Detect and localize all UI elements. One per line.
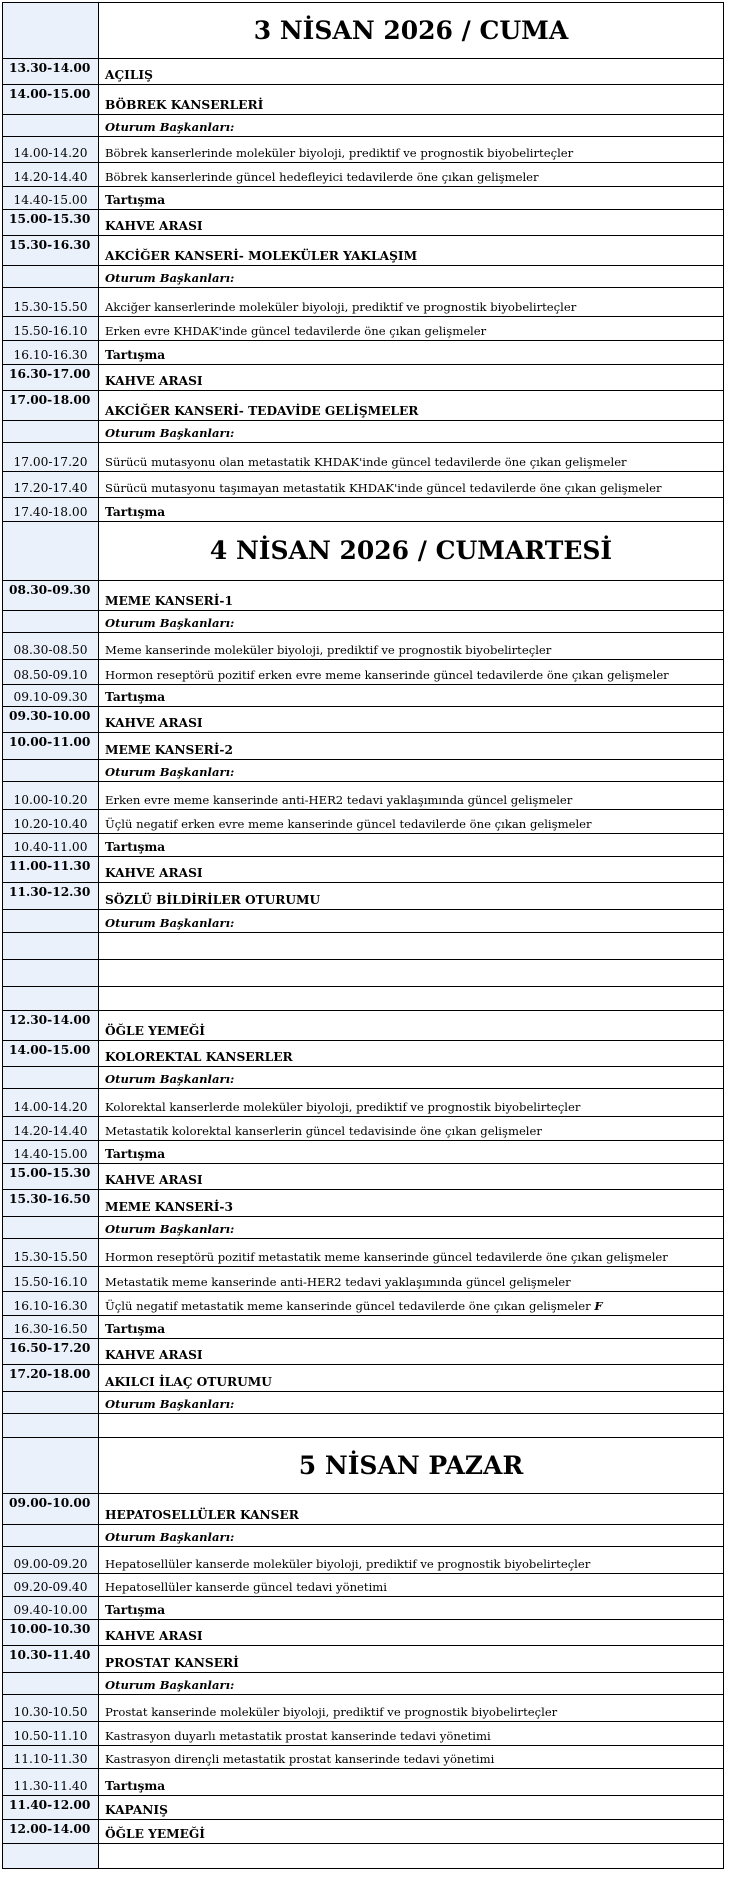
session-text: Oturum Başkanları: bbox=[105, 765, 235, 780]
time-cell: 14.20-14.40 bbox=[3, 1117, 99, 1141]
session-cell bbox=[99, 1820, 724, 1844]
session-heading-row bbox=[3, 1190, 724, 1217]
discussion-row bbox=[3, 187, 724, 210]
time-cell: 15.30-15.50 bbox=[3, 288, 99, 317]
talk-row bbox=[3, 782, 724, 810]
session-text: Hormon reseptörü pozitif erken evre meme kanserinde güncel tedavilerde öne çıkan gelişmeler bbox=[105, 668, 669, 683]
chairs-row bbox=[3, 1392, 724, 1414]
time-cell: 16.10-16.30 bbox=[3, 341, 99, 365]
session-cell bbox=[99, 1695, 724, 1722]
session-text: Oturum Başkanları: bbox=[105, 271, 235, 286]
discussion-row bbox=[3, 1769, 724, 1796]
session-text: Hepatosellüler kanserde güncel tedavi yönetimi bbox=[105, 1580, 387, 1595]
session-cell bbox=[99, 760, 724, 782]
session-cell bbox=[99, 685, 724, 707]
session-cell bbox=[99, 210, 724, 236]
talk-row bbox=[3, 1547, 724, 1574]
talk-row bbox=[3, 443, 724, 472]
time-cell bbox=[3, 960, 99, 987]
session-text: BÖBREK KANSERLERİ bbox=[105, 97, 264, 112]
session-heading-row bbox=[3, 581, 724, 611]
session-text: SÖZLÜ BİLDİRİLER OTURUMU bbox=[105, 892, 321, 907]
talk-row bbox=[3, 317, 724, 341]
time-cell: 14.40-15.00 bbox=[3, 1141, 99, 1164]
session-cell bbox=[99, 1525, 724, 1547]
talk-row bbox=[3, 163, 724, 187]
talk-row bbox=[3, 1695, 724, 1722]
session-cell bbox=[99, 1547, 724, 1574]
talk-row bbox=[3, 1292, 724, 1316]
chairs-row bbox=[3, 1217, 724, 1239]
session-heading-row bbox=[3, 1646, 724, 1673]
chairs-row bbox=[3, 421, 724, 443]
session-cell bbox=[99, 707, 724, 733]
session-cell bbox=[99, 1494, 724, 1525]
session-cell bbox=[99, 115, 724, 137]
time-cell: 14.40-15.00 bbox=[3, 187, 99, 210]
session-text: Üçlü negatif metastatik meme kanserinde güncel tedavilerde öne çıkan gelişmeler bbox=[105, 1299, 591, 1314]
session-cell bbox=[99, 1239, 724, 1267]
session-cell bbox=[99, 391, 724, 421]
session-text: AKILCI İLAÇ OTURUMU bbox=[105, 1374, 272, 1389]
session-cell bbox=[99, 1316, 724, 1339]
time-cell: 16.30-16.50 bbox=[3, 1316, 99, 1339]
session-cell bbox=[99, 1746, 724, 1769]
time-cell bbox=[3, 1673, 99, 1695]
session-text: Oturum Başkanları: bbox=[105, 426, 235, 441]
chairs-row bbox=[3, 115, 724, 137]
session-text: Sürücü mutasyonu taşımayan metastatik KHDAK'inde güncel tedavilerde öne çıkan gelişmeler bbox=[105, 481, 662, 496]
talk-row bbox=[3, 810, 724, 834]
schedule-body bbox=[3, 3, 724, 1869]
session-text: KAHVE ARASI bbox=[105, 218, 203, 233]
session-cell bbox=[99, 1117, 724, 1141]
time-cell: 14.00-15.00 bbox=[3, 1041, 99, 1067]
session-cell bbox=[99, 1414, 724, 1438]
session-text: Tartışma bbox=[105, 1778, 166, 1793]
time-cell: 17.40-18.00 bbox=[3, 498, 99, 522]
session-text: KAHVE ARASI bbox=[105, 373, 203, 388]
talk-row bbox=[3, 137, 724, 163]
time-cell: 08.30-08.50 bbox=[3, 633, 99, 660]
session-text: Kastrasyon dirençli metastatik prostat kanserinde tedavi yönetimi bbox=[105, 1752, 495, 1767]
time-cell: 16.10-16.30 bbox=[3, 1292, 99, 1316]
session-cell bbox=[99, 1722, 724, 1746]
time-cell: 15.30-16.50 bbox=[3, 1190, 99, 1217]
session-text: Metastatik kolorektal kanserlerin güncel tedavisinde öne çıkan gelişmeler bbox=[105, 1124, 542, 1139]
time-cell: 16.30-17.00 bbox=[3, 365, 99, 391]
session-cell bbox=[99, 733, 724, 760]
session-text: MEME KANSERİ-2 bbox=[105, 742, 233, 757]
session-cell bbox=[99, 883, 724, 910]
session-cell bbox=[99, 633, 724, 660]
session-text: Oturum Başkanları: bbox=[105, 120, 235, 135]
time-cell: 14.00-14.20 bbox=[3, 137, 99, 163]
session-text: KOLOREKTAL KANSERLER bbox=[105, 1049, 293, 1064]
session-cell bbox=[99, 1339, 724, 1365]
discussion-row bbox=[3, 1597, 724, 1620]
time-cell: 09.00-10.00 bbox=[3, 1494, 99, 1525]
session-text: Oturum Başkanları: bbox=[105, 1072, 235, 1087]
time-cell: 11.30-11.40 bbox=[3, 1769, 99, 1796]
session-heading-row bbox=[3, 733, 724, 760]
time-cell: 09.40-10.00 bbox=[3, 1597, 99, 1620]
session-heading-row bbox=[3, 365, 724, 391]
time-cell bbox=[3, 522, 99, 581]
session-cell bbox=[99, 317, 724, 341]
session-text: Oturum Başkanları: bbox=[105, 1397, 235, 1412]
time-cell: 10.30-10.50 bbox=[3, 1695, 99, 1722]
session-cell bbox=[99, 1089, 724, 1117]
time-cell: 14.00-15.00 bbox=[3, 85, 99, 115]
talk-row bbox=[3, 1574, 724, 1597]
session-heading-row bbox=[3, 210, 724, 236]
session-cell bbox=[99, 137, 724, 163]
time-cell: 15.00-15.30 bbox=[3, 1164, 99, 1190]
time-cell bbox=[3, 421, 99, 443]
discussion-row bbox=[3, 498, 724, 522]
time-cell bbox=[3, 1067, 99, 1089]
session-text: Oturum Başkanları: bbox=[105, 1222, 235, 1237]
session-cell bbox=[99, 1844, 724, 1869]
session-cell bbox=[99, 472, 724, 498]
time-cell: 16.50-17.20 bbox=[3, 1339, 99, 1365]
session-text: AKCİĞER KANSERİ- MOLEKÜLER YAKLAŞIM bbox=[105, 248, 418, 263]
session-cell bbox=[99, 810, 724, 834]
session-heading-row bbox=[3, 1796, 724, 1820]
session-cell bbox=[99, 1769, 724, 1796]
time-cell bbox=[3, 760, 99, 782]
time-cell: 10.00-10.30 bbox=[3, 1620, 99, 1646]
session-text: AKCİĞER KANSERİ- TEDAVİDE GELİŞMELER bbox=[105, 403, 419, 418]
time-cell bbox=[3, 1844, 99, 1869]
time-cell: 10.30-11.40 bbox=[3, 1646, 99, 1673]
session-text: Oturum Başkanları: bbox=[105, 1678, 235, 1693]
session-text: Erken evre KHDAK'inde güncel tedavilerde öne çıkan gelişmeler bbox=[105, 324, 487, 339]
session-text: Tartışma bbox=[105, 192, 166, 207]
discussion-row bbox=[3, 1316, 724, 1339]
session-text: Hormon reseptörü pozitif metastatik meme kanserinde güncel tedavilerde öne çıkan gelişmeler bbox=[105, 1250, 668, 1265]
talk-row bbox=[3, 1746, 724, 1769]
day-title-text: 5 NİSAN PAZAR bbox=[298, 1450, 524, 1480]
discussion-row bbox=[3, 685, 724, 707]
session-heading-row bbox=[3, 1494, 724, 1525]
day-header-row bbox=[3, 3, 724, 59]
session-cell bbox=[99, 266, 724, 288]
time-cell: 10.50-11.10 bbox=[3, 1722, 99, 1746]
day-title bbox=[99, 3, 724, 59]
empty-row bbox=[3, 1844, 724, 1869]
time-cell bbox=[3, 1414, 99, 1438]
session-text: Tartışma bbox=[105, 347, 166, 362]
talk-row bbox=[3, 288, 724, 317]
session-heading-row bbox=[3, 1339, 724, 1365]
session-cell bbox=[99, 581, 724, 611]
session-heading-row bbox=[3, 1011, 724, 1041]
time-cell bbox=[3, 115, 99, 137]
talk-row bbox=[3, 660, 724, 685]
session-text: Böbrek kanserlerinde moleküler biyoloji, prediktif ve prognostik biyobelirteçler bbox=[105, 146, 574, 161]
time-cell: 17.20-18.00 bbox=[3, 1365, 99, 1392]
time-cell: 09.20-09.40 bbox=[3, 1574, 99, 1597]
session-heading-row bbox=[3, 236, 724, 266]
session-cell bbox=[99, 1574, 724, 1597]
session-heading-row bbox=[3, 1164, 724, 1190]
session-heading-row bbox=[3, 857, 724, 883]
time-cell: 15.50-16.10 bbox=[3, 1267, 99, 1292]
chairs-row bbox=[3, 611, 724, 633]
session-cell bbox=[99, 1673, 724, 1695]
session-text: Kolorektal kanserlerde moleküler biyoloji, prediktif ve prognostik biyobelirteçler bbox=[105, 1100, 581, 1115]
session-text: KAHVE ARASI bbox=[105, 715, 203, 730]
time-cell: 17.00-17.20 bbox=[3, 443, 99, 472]
session-text: Böbrek kanserlerinde güncel hedefleyici tedavilerde öne çıkan gelişmeler bbox=[105, 170, 539, 185]
session-text: ÖĞLE YEMEĞİ bbox=[105, 1023, 206, 1038]
chairs-row bbox=[3, 1525, 724, 1547]
session-text: MEME KANSERİ-3 bbox=[105, 1199, 233, 1214]
session-cell bbox=[99, 834, 724, 857]
talk-row bbox=[3, 472, 724, 498]
time-cell: 15.30-15.50 bbox=[3, 1239, 99, 1267]
session-cell bbox=[99, 421, 724, 443]
talk-row bbox=[3, 1722, 724, 1746]
session-cell bbox=[99, 857, 724, 883]
time-cell: 08.30-09.30 bbox=[3, 581, 99, 611]
chairs-row bbox=[3, 1067, 724, 1089]
time-cell bbox=[3, 933, 99, 960]
session-cell bbox=[99, 910, 724, 933]
time-cell bbox=[3, 3, 99, 59]
session-cell bbox=[99, 1646, 724, 1673]
session-cell bbox=[99, 1292, 724, 1316]
time-cell bbox=[3, 1392, 99, 1414]
time-cell bbox=[3, 266, 99, 288]
session-cell bbox=[99, 187, 724, 210]
session-cell bbox=[99, 1217, 724, 1239]
talk-row bbox=[3, 1089, 724, 1117]
discussion-row bbox=[3, 1141, 724, 1164]
session-cell bbox=[99, 782, 724, 810]
time-cell bbox=[3, 1525, 99, 1547]
session-cell bbox=[99, 236, 724, 266]
session-cell bbox=[99, 1267, 724, 1292]
session-cell bbox=[99, 288, 724, 317]
session-text: Tartışma bbox=[105, 839, 166, 854]
time-cell: 13.30-14.00 bbox=[3, 59, 99, 85]
session-cell bbox=[99, 611, 724, 633]
day-header-row bbox=[3, 1438, 724, 1494]
time-cell: 09.10-09.30 bbox=[3, 685, 99, 707]
session-cell bbox=[99, 960, 724, 987]
session-text: Oturum Başkanları: bbox=[105, 616, 235, 631]
session-text: ÖĞLE YEMEĞİ bbox=[105, 1826, 206, 1841]
session-heading-row bbox=[3, 85, 724, 115]
time-cell bbox=[3, 987, 99, 1011]
time-cell bbox=[3, 910, 99, 933]
time-cell: 11.40-12.00 bbox=[3, 1796, 99, 1820]
session-cell bbox=[99, 1365, 724, 1392]
talk-row bbox=[3, 633, 724, 660]
day-title-text: 3 NİSAN 2026 / CUMA bbox=[253, 15, 569, 45]
session-text: PROSTAT KANSERİ bbox=[105, 1655, 239, 1670]
time-cell: 14.00-14.20 bbox=[3, 1089, 99, 1117]
chairs-row bbox=[3, 910, 724, 933]
session-text: MEME KANSERİ-1 bbox=[105, 593, 233, 608]
session-text: Tartışma bbox=[105, 1602, 166, 1617]
chairs-row bbox=[3, 266, 724, 288]
session-heading-row bbox=[3, 1820, 724, 1844]
session-text: Kastrasyon duyarlı metastatik prostat kanserinde tedavi yönetimi bbox=[105, 1729, 491, 1744]
session-text: Erken evre meme kanserinde anti-HER2 tedavi yaklaşımında güncel gelişmeler bbox=[105, 793, 573, 808]
session-text: Oturum Başkanları: bbox=[105, 1530, 235, 1545]
day-title bbox=[99, 522, 724, 581]
session-text: Meme kanserinde moleküler biyoloji, prediktif ve prognostik biyobelirteçler bbox=[105, 643, 552, 658]
session-cell bbox=[99, 59, 724, 85]
time-cell bbox=[3, 1217, 99, 1239]
empty-row bbox=[3, 1414, 724, 1438]
time-cell: 08.50-09.10 bbox=[3, 660, 99, 685]
time-cell: 11.30-12.30 bbox=[3, 883, 99, 910]
session-heading-row bbox=[3, 1041, 724, 1067]
session-heading-row bbox=[3, 391, 724, 421]
time-cell: 10.00-10.20 bbox=[3, 782, 99, 810]
session-text: Hepatosellüler kanserde moleküler biyoloji, prediktif ve prognostik biyobelirteçler bbox=[105, 1557, 591, 1572]
session-heading-row bbox=[3, 59, 724, 85]
session-cell bbox=[99, 1141, 724, 1164]
time-cell: 10.20-10.40 bbox=[3, 810, 99, 834]
program-schedule-table bbox=[2, 2, 724, 1869]
discussion-row bbox=[3, 834, 724, 857]
session-cell bbox=[99, 933, 724, 960]
time-cell: 12.00-14.00 bbox=[3, 1820, 99, 1844]
time-cell bbox=[3, 1438, 99, 1494]
time-cell: 17.20-17.40 bbox=[3, 472, 99, 498]
time-cell: 12.30-14.00 bbox=[3, 1011, 99, 1041]
empty-row bbox=[3, 960, 724, 987]
time-cell: 11.10-11.30 bbox=[3, 1746, 99, 1769]
session-text: AÇILIŞ bbox=[105, 67, 153, 82]
talk-row bbox=[3, 1117, 724, 1141]
chairs-row bbox=[3, 1673, 724, 1695]
time-cell: 09.00-09.20 bbox=[3, 1547, 99, 1574]
session-text: Tartışma bbox=[105, 1321, 166, 1336]
session-cell bbox=[99, 1011, 724, 1041]
session-heading-row bbox=[3, 883, 724, 910]
session-text: KAHVE ARASI bbox=[105, 1347, 203, 1362]
session-text: Sürücü mutasyonu olan metastatik KHDAK'inde güncel tedavilerde öne çıkan gelişmeler bbox=[105, 455, 627, 470]
talk-row bbox=[3, 1239, 724, 1267]
session-text: Tartışma bbox=[105, 689, 166, 704]
empty-row bbox=[3, 933, 724, 960]
session-cell bbox=[99, 1620, 724, 1646]
session-text: KAHVE ARASI bbox=[105, 1628, 203, 1643]
session-text: Oturum Başkanları: bbox=[105, 916, 235, 931]
session-cell bbox=[99, 341, 724, 365]
time-cell: 15.00-15.30 bbox=[3, 210, 99, 236]
time-cell: 11.00-11.30 bbox=[3, 857, 99, 883]
session-cell bbox=[99, 987, 724, 1011]
session-text: Metastatik meme kanserinde anti-HER2 tedavi yaklaşımında güncel gelişmeler bbox=[105, 1275, 571, 1290]
discussion-row bbox=[3, 341, 724, 365]
session-text: HEPATOSELLÜLER KANSER bbox=[105, 1507, 299, 1522]
chairs-row bbox=[3, 760, 724, 782]
session-cell bbox=[99, 1164, 724, 1190]
time-cell: 15.50-16.10 bbox=[3, 317, 99, 341]
session-cell bbox=[99, 498, 724, 522]
session-text: KAHVE ARASI bbox=[105, 1172, 203, 1187]
time-cell bbox=[3, 611, 99, 633]
session-cell bbox=[99, 1190, 724, 1217]
session-cell bbox=[99, 1392, 724, 1414]
session-cell bbox=[99, 163, 724, 187]
time-cell: 10.00-11.00 bbox=[3, 733, 99, 760]
session-heading-row bbox=[3, 707, 724, 733]
empty-row bbox=[3, 987, 724, 1011]
session-text: Prostat kanserinde moleküler biyoloji, prediktif ve prognostik biyobelirteçler bbox=[105, 1705, 558, 1720]
session-text: Üçlü negatif erken evre meme kanserinde güncel tedavilerde öne çıkan gelişmeler bbox=[105, 817, 592, 832]
session-text: Akciğer kanserlerinde moleküler biyoloji, prediktif ve prognostik biyobelirteçler bbox=[105, 300, 577, 315]
session-cell bbox=[99, 1067, 724, 1089]
day-title bbox=[99, 1438, 724, 1494]
time-cell: 15.30-16.30 bbox=[3, 236, 99, 266]
session-heading-row bbox=[3, 1365, 724, 1392]
session-cell bbox=[99, 1597, 724, 1620]
session-text: Tartışma bbox=[105, 1146, 166, 1161]
session-cell bbox=[99, 1796, 724, 1820]
session-cell bbox=[99, 660, 724, 685]
time-cell: 17.00-18.00 bbox=[3, 391, 99, 421]
session-heading-row bbox=[3, 1620, 724, 1646]
day-title-text: 4 NİSAN 2026 / CUMARTESİ bbox=[209, 536, 613, 566]
time-cell: 09.30-10.00 bbox=[3, 707, 99, 733]
day-header-row bbox=[3, 522, 724, 581]
session-cell bbox=[99, 85, 724, 115]
time-cell: 14.20-14.40 bbox=[3, 163, 99, 187]
session-text: KAHVE ARASI bbox=[105, 865, 203, 880]
time-cell: 10.40-11.00 bbox=[3, 834, 99, 857]
session-cell bbox=[99, 365, 724, 391]
session-text: Tartışma bbox=[105, 504, 166, 519]
talk-row bbox=[3, 1267, 724, 1292]
annotation-mark: F bbox=[594, 1299, 603, 1314]
session-cell bbox=[99, 443, 724, 472]
session-text: KAPANIŞ bbox=[105, 1802, 168, 1817]
session-cell bbox=[99, 1041, 724, 1067]
